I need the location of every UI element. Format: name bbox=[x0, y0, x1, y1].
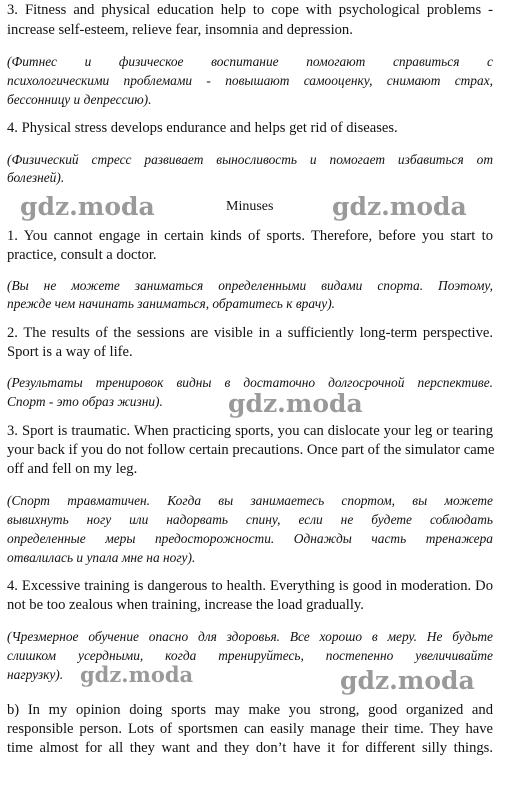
text-line: 4. Physical stress develops endurance and helps get rid of diseases. bbox=[7, 120, 398, 136]
translation-line: (Фитнес и физическое воспитание помогают справиться с bbox=[7, 54, 493, 69]
text-line: your back if you do not follow certain precautions. Once part of the simulator came bbox=[7, 442, 495, 458]
translation-line: определенные меры предосторожности. Однажды часть тренажера bbox=[7, 531, 493, 546]
text-line: not be too zealous when training, increase the load gradually. bbox=[7, 597, 364, 613]
translation-line: (Чрезмерное обучение опасно для здоровья. Все хорошо в меру. Не будьте bbox=[7, 629, 493, 644]
text-line: practice, consult a doctor. bbox=[7, 247, 157, 263]
watermark: gdz.moda bbox=[332, 192, 467, 221]
translation-line: (Спорт травматичен. Когда вы занимаетесь спортом, вы можете bbox=[7, 493, 493, 508]
text-line: increase self-esteem, relieve fear, insomnia and depression. bbox=[7, 22, 353, 38]
translation-line: бессонницу и депрессию). bbox=[7, 92, 152, 107]
translation-line: (Результаты тренировок видны в достаточно долгосрочной перспективе. bbox=[7, 375, 493, 390]
watermark: gdz.moda bbox=[80, 662, 194, 687]
watermark: gdz.moda bbox=[20, 192, 155, 221]
text-line: 3. Sport is traumatic. When practicing sports, you can dislocate your leg or tearing bbox=[7, 423, 493, 439]
text-line: 2. The results of the sessions are visible in a sufficiently long-term perspective. bbox=[7, 325, 493, 341]
translation-line: (Физический стресс развивает выносливость и помогает избавиться от bbox=[7, 152, 493, 167]
translation-line: болезней). bbox=[7, 170, 65, 185]
minuses-heading: Minuses bbox=[226, 199, 274, 214]
translation-line: отвалилась и упала мне на ногу). bbox=[7, 550, 196, 565]
text-line: off and fell on my leg. bbox=[7, 461, 138, 477]
translation-line: (Вы не можете заниматься определенными видами спорта. Поэтому, bbox=[7, 278, 493, 293]
text-line: 3. Fitness and physical education help to cope with psychological problems - bbox=[7, 2, 493, 18]
text-line: time almost for all they want and they don’t have it for different silly things. bbox=[7, 740, 493, 756]
text-line: 1. You cannot engage in certain kinds of sports. Therefore, before you start to bbox=[7, 228, 493, 244]
translation-line: слишком усердными, когда тренируйтесь, постепенно увеличивайте bbox=[7, 648, 493, 663]
watermark: gdz.moda bbox=[228, 389, 363, 418]
watermark: gdz.moda bbox=[340, 666, 475, 695]
text-line: Sport is a way of life. bbox=[7, 344, 133, 360]
text-line: 4. Excessive training is dangerous to health. Everything is good in moderation. Do bbox=[7, 578, 493, 594]
translation-line: вывихнуть ногу или надорвать спину, если не будете соблюдать bbox=[7, 512, 493, 527]
translation-line: психологическими проблемами - повышают самооценку, снимают страх, bbox=[7, 73, 493, 88]
translation-line: прежде чем начинать заниматься, обратитесь к врачу). bbox=[7, 296, 336, 311]
text-line: b) In my opinion doing sports may make you strong, good organized and bbox=[7, 702, 493, 718]
text-line: responsible person. Lots of sportsmen can easily manage their time. They have bbox=[7, 721, 493, 737]
translation-line: Спорт - это образ жизни). bbox=[7, 394, 163, 409]
translation-line: нагрузку). bbox=[7, 667, 64, 682]
